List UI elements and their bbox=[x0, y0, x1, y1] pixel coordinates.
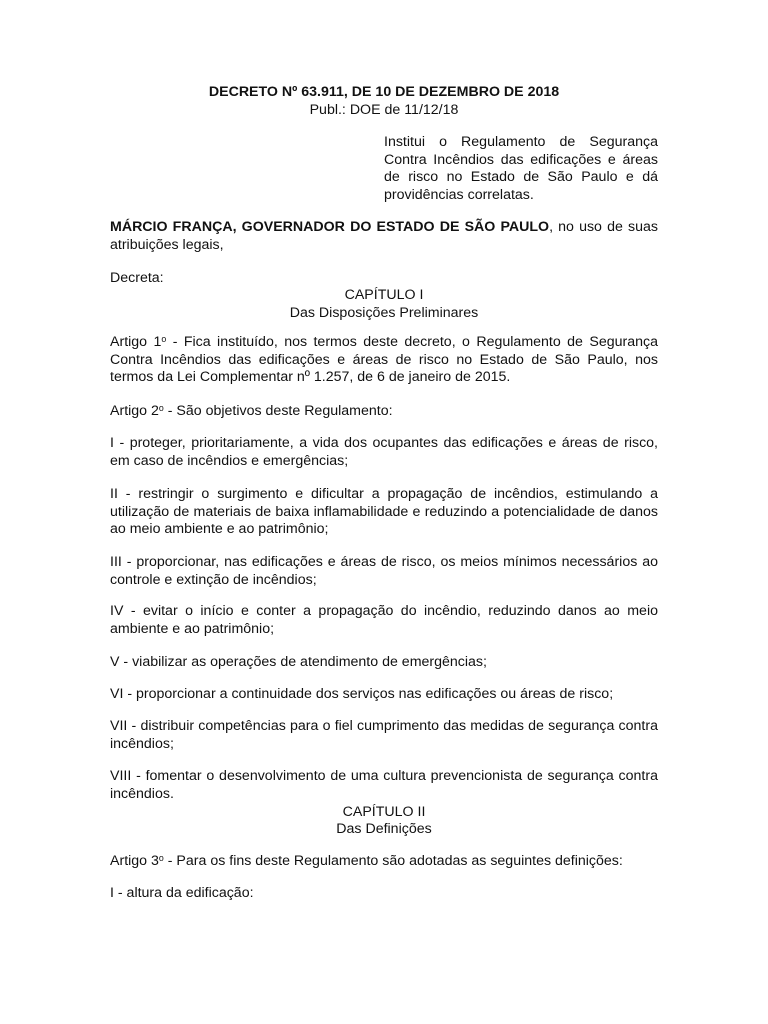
article-2-text: - São objetivos deste Regulamento: bbox=[163, 403, 393, 419]
decreta-line: Decreta: bbox=[110, 270, 164, 286]
article-1-ordinal: o bbox=[161, 334, 167, 345]
chapter-2-subtitle: Das Definições bbox=[336, 821, 432, 837]
article-2-label: Artigo 2 bbox=[110, 403, 159, 419]
chapter-1-subtitle: Das Disposições Preliminares bbox=[289, 305, 479, 321]
decree-title: DECRETO Nº 63.911, DE 10 DE DEZEMBRO DE 2018 bbox=[208, 84, 560, 100]
article-2-item-viii: VIII - fomentar o desenvolvimento de uma cultura prevencionista de segurança contra incêndios. bbox=[110, 768, 658, 802]
article-2 bbox=[110, 403, 658, 421]
preamble-text: , no uso de suas atribuições legais, bbox=[110, 219, 658, 253]
article-2-item-vii: VII - distribuir competências para o fiel cumprimento das medidas de segurança contra incêndios; bbox=[110, 718, 658, 752]
preamble-paragraph bbox=[110, 219, 658, 254]
article-2-item-ii: II - restringir o surgimento e dificultar a propagação de incêndios, estimulando a utilização de materiais de baixa inflamabilidade e reduzindo a potencialidade de danos ao meio ambiente e ao patrimônio; bbox=[110, 486, 658, 537]
article-2-ordinal: o bbox=[158, 403, 164, 414]
article-3-label: Artigo 3 bbox=[110, 853, 159, 869]
ementa-paragraph: Institui o Regulamento de Segurança Contra Incêndios das edificações e áreas de risco no Estado de São Paulo e dá providências correlatas. bbox=[384, 134, 658, 203]
publication-note: Publ.: DOE de 11/12/18 bbox=[309, 102, 459, 118]
article-2-item-vi: VI - proporcionar a continuidade dos serviços nas edificações ou áreas de risco; bbox=[110, 686, 614, 702]
article-3-ordinal: o bbox=[158, 853, 164, 864]
article-2-item-iv: IV - evitar o início e conter a propagação do incêndio, reduzindo danos ao meio ambiente e ao patrimônio; bbox=[110, 603, 658, 637]
article-1-text: - Fica instituído, nos termos deste decreto, o Regulamento de Segurança Contra Incêndios das edificações e áreas de risco no Estado de São Paulo, nos termos da Lei Complementar nº 1.257, de 6 de janeiro de 2015. bbox=[110, 334, 658, 385]
governor-name: MÁRCIO FRANÇA, GOVERNADOR DO ESTADO DE SÃO PAULO bbox=[110, 219, 550, 235]
article-3 bbox=[110, 853, 658, 871]
chapter-1-title: CAPÍTULO I bbox=[344, 287, 424, 303]
chapter-2-title: CAPÍTULO II bbox=[342, 804, 426, 820]
article-3-text: - Para os fins deste Regulamento são adotadas as seguintes definições: bbox=[163, 853, 623, 869]
article-3-item-i: I - altura da edificação: bbox=[110, 885, 254, 901]
article-2-item-iii: III - proporcionar, nas edificações e áreas de risco, os meios mínimos necessários ao controle e extinção de incêndios; bbox=[110, 554, 658, 588]
article-1 bbox=[110, 334, 658, 387]
article-2-item-i: I - proteger, prioritariamente, a vida dos ocupantes das edificações e áreas de risco, em caso de incêndios e emergências; bbox=[110, 435, 658, 469]
article-1-label: Artigo 1 bbox=[110, 334, 162, 350]
article-2-item-v: V - viabilizar as operações de atendimento de emergências; bbox=[110, 654, 487, 670]
